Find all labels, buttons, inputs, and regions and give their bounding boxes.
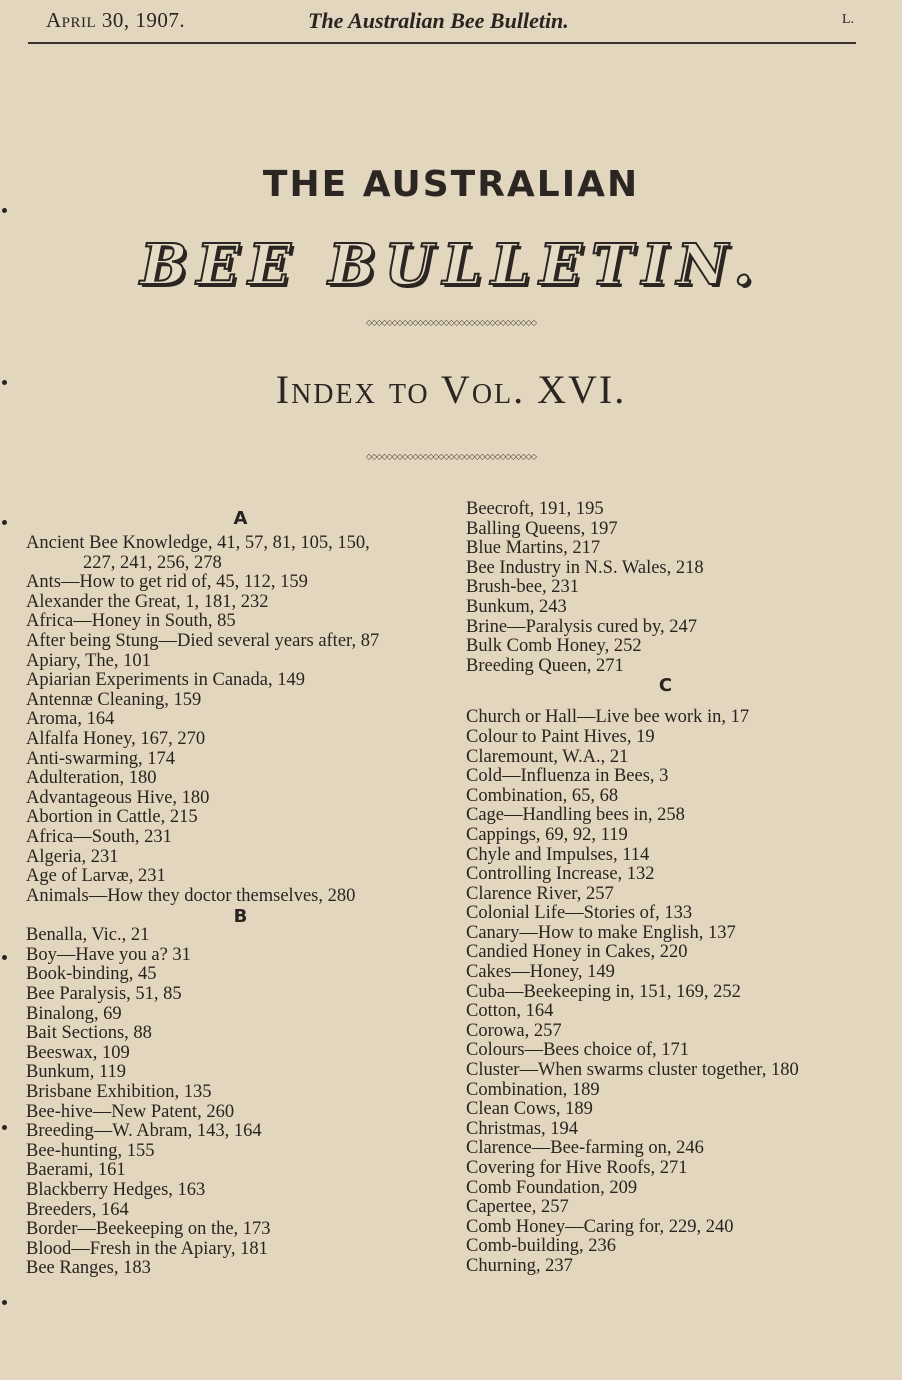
index-entry: Africa—Honey in South, 85 [26,611,236,632]
index-entry: Combination, 189 [466,1079,600,1100]
index-entry: Benalla, Vic., 21 [26,925,150,946]
index-entry: Brisbane Exhibition, 135 [26,1082,212,1103]
index-entry: Cluster—When swarms cluster together, 180 [466,1060,799,1081]
index-entry: Clarence River, 257 [466,883,614,904]
index-entry: Boy—Have you a? 31 [26,944,191,965]
index-entry: Colonial Life—Stories of, 133 [466,903,693,924]
index-entry: Bait Sections, 88 [26,1023,152,1044]
index-entry: Advantageous Hive, 180 [26,787,210,808]
index-entry: Breeding—W. Abram, 143, 164 [26,1121,262,1142]
index-entry: Church or Hall—Live bee work in, 17 [466,707,750,728]
section-c-list [466,708,866,1276]
index-entry: Chyle and Impulses, 114 [466,844,650,865]
index-entry: Aroma, 164 [26,709,115,730]
index-entry: Bee Paralysis, 51, 85 [26,984,182,1005]
index-entry: Book-binding, 45 [26,964,157,985]
index-entry: Christmas, 194 [466,1118,579,1139]
paper-speck [2,208,7,213]
index-entry: Alfalfa Honey, 167, 270 [26,728,206,749]
index-entry: Algeria, 231 [26,846,119,867]
index-entry: Candied Honey in Cakes, 220 [466,942,688,963]
index-entry: Cuba—Beekeeping in, 151, 169, 252 [466,981,741,1002]
index-entry: Clarence—Bee-farming on, 246 [466,1138,704,1159]
index-entry: Combination, 65, 68 [466,785,619,806]
index-entry: Bunkum, 119 [26,1062,127,1083]
index-entry: Bunkum, 243 [466,596,567,617]
index-entry: Capertee, 257 [466,1197,569,1218]
masthead-line1: THE AUSTRALIAN [262,164,640,205]
paper-speck [2,1300,7,1305]
section-b-list [26,926,456,1279]
index-entry: Colour to Paint Hives, 19 [466,726,655,747]
masthead-line2: BEE BULLETIN. [140,232,762,298]
section-heading-a: A [233,508,249,529]
running-header [28,6,856,44]
index-entry: Bulk Comb Honey, 252 [466,636,642,657]
paper-speck [2,1125,7,1130]
index-entry: Comb Foundation, 209 [466,1177,638,1198]
index-entry: Balling Queens, 197 [466,518,618,539]
index-entry: Cold—Influenza in Bees, 3 [466,766,669,787]
index-entry: Apiarian Experiments in Canada, 149 [26,670,305,691]
index-entry: Antennæ Cleaning, 159 [26,689,202,710]
index-entry: Binalong, 69 [26,1003,122,1024]
index-entry: Colours—Bees choice of, 171 [466,1040,689,1061]
index-entry: Brine—Paralysis cured by, 247 [466,616,698,637]
index-entry: Breeders, 164 [26,1199,129,1220]
index-entry: Anti-swarming, 174 [26,748,176,769]
paper-speck [2,520,7,525]
index-entry: Comb Honey—Caring for, 229, 240 [466,1216,734,1237]
index-entry: Blackberry Hedges, 163 [26,1180,206,1200]
index-entry-continuation: 227, 241, 256, 278 [83,552,222,573]
index-entry: Beecroft, 191, 195 [466,499,604,519]
index-entry: Age of Larvæ, 231 [26,866,166,887]
index-entry: Ancient Bee Knowledge, 41, 57, 81, 105, 150, [26,533,370,553]
index-entry: Cotton, 164 [466,1001,554,1022]
ornament-divider-top: ◇◇◇◇◇◇◇◇◇◇◇◇◇◇◇◇◇◇◇◇◇◇◇◇◇◇◇◇◇◇◇◇◇ [365,318,537,327]
paper-speck [2,955,7,960]
index-entry: Clean Cows, 189 [466,1099,593,1120]
index-title: Index to Vol. XVI. [275,367,627,412]
index-entry: Breeding Queen, 271 [466,655,624,676]
index-entry: After being Stung—Died several years after, 87 [26,630,380,651]
section-heading-c: C [658,675,674,697]
section-b-continued-list [466,500,866,676]
index-entry: Bee Industry in N.S. Wales, 218 [466,557,704,578]
index-entry: Abortion in Cattle, 215 [26,807,198,828]
index-entry: Blood—Fresh in the Apiary, 181 [26,1238,268,1259]
section-heading-b: B [233,906,249,928]
paper-speck [2,380,7,385]
index-entry: Ants—How to get rid of, 45, 112, 159 [26,572,308,593]
index-entry: Adulteration, 180 [26,768,157,789]
index-entry: Cage—Handling bees in, 258 [466,805,685,826]
section-a-list [26,573,456,906]
index-entry: Apiary, The, 101 [26,650,151,671]
index-entry: Bee Ranges, 183 [26,1258,151,1279]
page-number: L. [841,12,854,27]
index-entry: Cappings, 69, 92, 119 [466,824,628,845]
index-entry: Blue Martins, 217 [466,538,601,559]
index-entry: Corowa, 257 [466,1020,562,1041]
journal-title: The Australian Bee Bulletin. [308,8,569,33]
index-entry: Animals—How they doctor themselves, 280 [26,885,356,906]
index-column-right [466,500,866,1277]
ornament-divider-bottom: ◇◇◇◇◇◇◇◇◇◇◇◇◇◇◇◇◇◇◇◇◇◇◇◇◇◇◇◇◇◇◇◇◇ [365,452,537,461]
index-entry: Border—Beekeeping on the, 173 [26,1219,271,1240]
index-entry: Baerami, 161 [26,1160,126,1181]
index-entry: Beeswax, 109 [26,1042,130,1063]
index-column-left [26,500,456,1279]
index-entry: Cakes—Honey, 149 [466,962,615,983]
index-entry: Comb-building, 236 [466,1236,617,1257]
index-entry: Controlling Increase, 132 [466,864,655,885]
index-entry: Alexander the Great, 1, 181, 232 [26,591,269,612]
index-entry: Churning, 237 [466,1255,573,1276]
index-entry: Bee-hive—New Patent, 260 [26,1101,235,1122]
index-entry: Bee-hunting, 155 [26,1140,155,1161]
index-entry: Brush-bee, 231 [466,577,580,598]
index-entry: Covering for Hive Roofs, 271 [466,1158,688,1178]
index-entry: Claremount, W.A., 21 [466,746,629,767]
index-entry: Africa—South, 231 [26,826,172,847]
issue-date: April 30, 1907. [46,8,186,32]
index-entry: Canary—How to make English, 137 [466,922,736,943]
